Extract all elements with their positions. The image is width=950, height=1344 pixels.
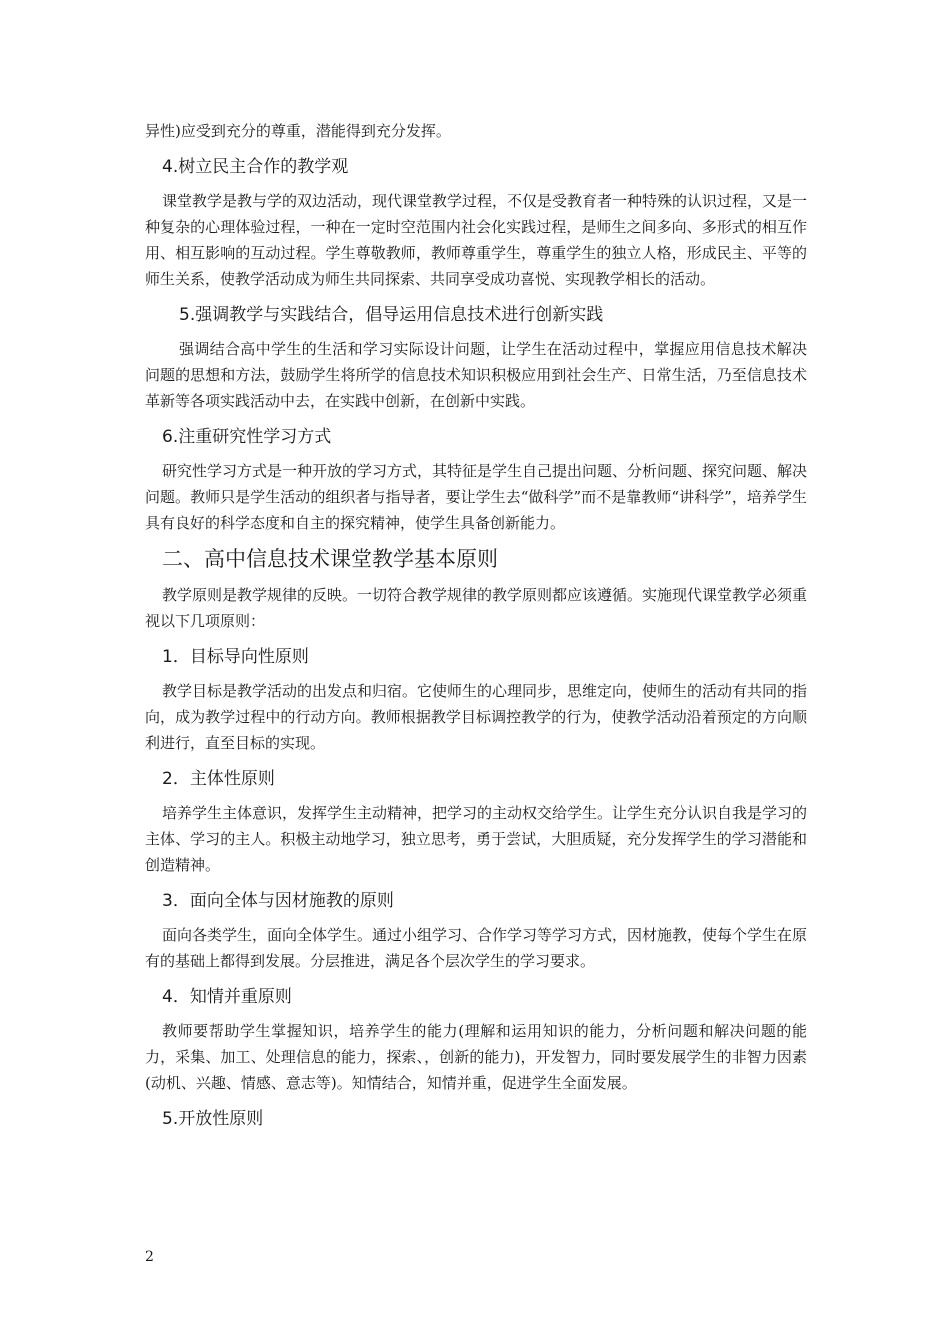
heading-knowledge-emotion: 4．知情并重原则 bbox=[162, 987, 292, 1007]
heading-research-learning: 6.注重研究性学习方式 bbox=[162, 427, 332, 447]
paragraph-goal-oriented: 教学目标是教学活动的出发点和归宿。它使师生的心理同步，思维定向，使师生的活动有共同的指向，成为教学过程中的行动方向。教师根据教学目标调控教学的行为，使教学活动沿着预定的方向顺利进行，直至目标的实现。 bbox=[145, 682, 808, 752]
paragraph-democratic-cooperation: 课堂教学是教与学的双边活动，现代课堂教学过程，不仅是受教育者一种特殊的认识过程，又是一种复杂的心理体验过程，一种在一定时空范围内社会化实践过程，是师生之间多向、多形式的相互作用、相互影响的互动过程。学生尊敬教师，教师尊重学生，尊重学生的独立人格，形成民主、平等的师生关系，使教学活动成为师生共同探索、共同享受成功喜悦、实现教学相长的活动。 bbox=[145, 192, 808, 288]
heading-whole-and-individual: 3．面向全体与因材施教的原则 bbox=[162, 891, 394, 911]
heading-goal-oriented: 1．目标导向性原则 bbox=[162, 647, 309, 667]
heading-subjectivity: 2．主体性原则 bbox=[162, 769, 275, 789]
heading-openness: 5.开放性原则 bbox=[162, 1109, 264, 1129]
section-title-principles: 二、高中信息技术课堂教学基本原则 bbox=[162, 547, 498, 571]
paragraph-teaching-practice: 强调结合高中学生的生活和学习实际设计问题，让学生在活动过程中，掌握应用信息技术解决问题的思想和方法，鼓励学生将所学的信息技术知识积极应用到社会生产、日常生活，乃至信息技术革新等各项实践活动中去，在实践中创新，在创新中实践。 bbox=[145, 340, 807, 410]
paragraph-research-learning: 研究性学习方式是一种开放的学习方式，其特征是学生自己提出问题、分析问题、探究问题、解决问题。教师只是学生活动的组织者与指导者，要让学生去“做科学”而不是靠教师“讲科学”，培养学生具有良好的科学态度和自主的探究精神，使学生具备创新能力。 bbox=[145, 462, 808, 532]
heading-democratic-cooperation: 4.树立民主合作的教学观 bbox=[162, 157, 349, 177]
paragraph-intro-continuation: 异性)应受到充分的尊重，潜能得到充分发挥。 bbox=[145, 122, 451, 140]
paragraph-subjectivity: 培养学生主体意识，发挥学生主动精神，把学习的主动权交给学生。让学生充分认识自我是学习的主体、学习的主人。积极主动地学习，独立思考，勇于尝试，大胆质疑，充分发挥学生的学习潜能和创造精神。 bbox=[145, 804, 808, 874]
paragraph-whole-and-individual: 面向各类学生，面向全体学生。通过小组学习、合作学习等学习方式，因材施教，使每个学生在原有的基础上都得到发展。分层推进，满足各个层次学生的学习要求。 bbox=[145, 926, 808, 970]
page-number: 2 bbox=[145, 1249, 154, 1265]
document-body bbox=[145, 118, 807, 1140]
paragraph-principles-intro: 教学原则是教学规律的反映。一切符合教学规律的教学原则都应该遵循。实施现代课堂教学必须重视以下几项原则： bbox=[145, 586, 808, 630]
heading-teaching-practice: 5.强调教学与实践结合，倡导运用信息技术进行创新实践 bbox=[179, 305, 604, 325]
paragraph-knowledge-emotion: 教师要帮助学生掌握知识，培养学生的能力(理解和运用知识的能力，分析问题和解决问题的能力，采集、加工、处理信息的能力，探索、，创新的能力)，开发智力，同时要发展学生的非智力因素(动机、兴趣、情感、意志等)。知情结合，知情并重，促进学生全面发展。 bbox=[145, 1022, 807, 1092]
